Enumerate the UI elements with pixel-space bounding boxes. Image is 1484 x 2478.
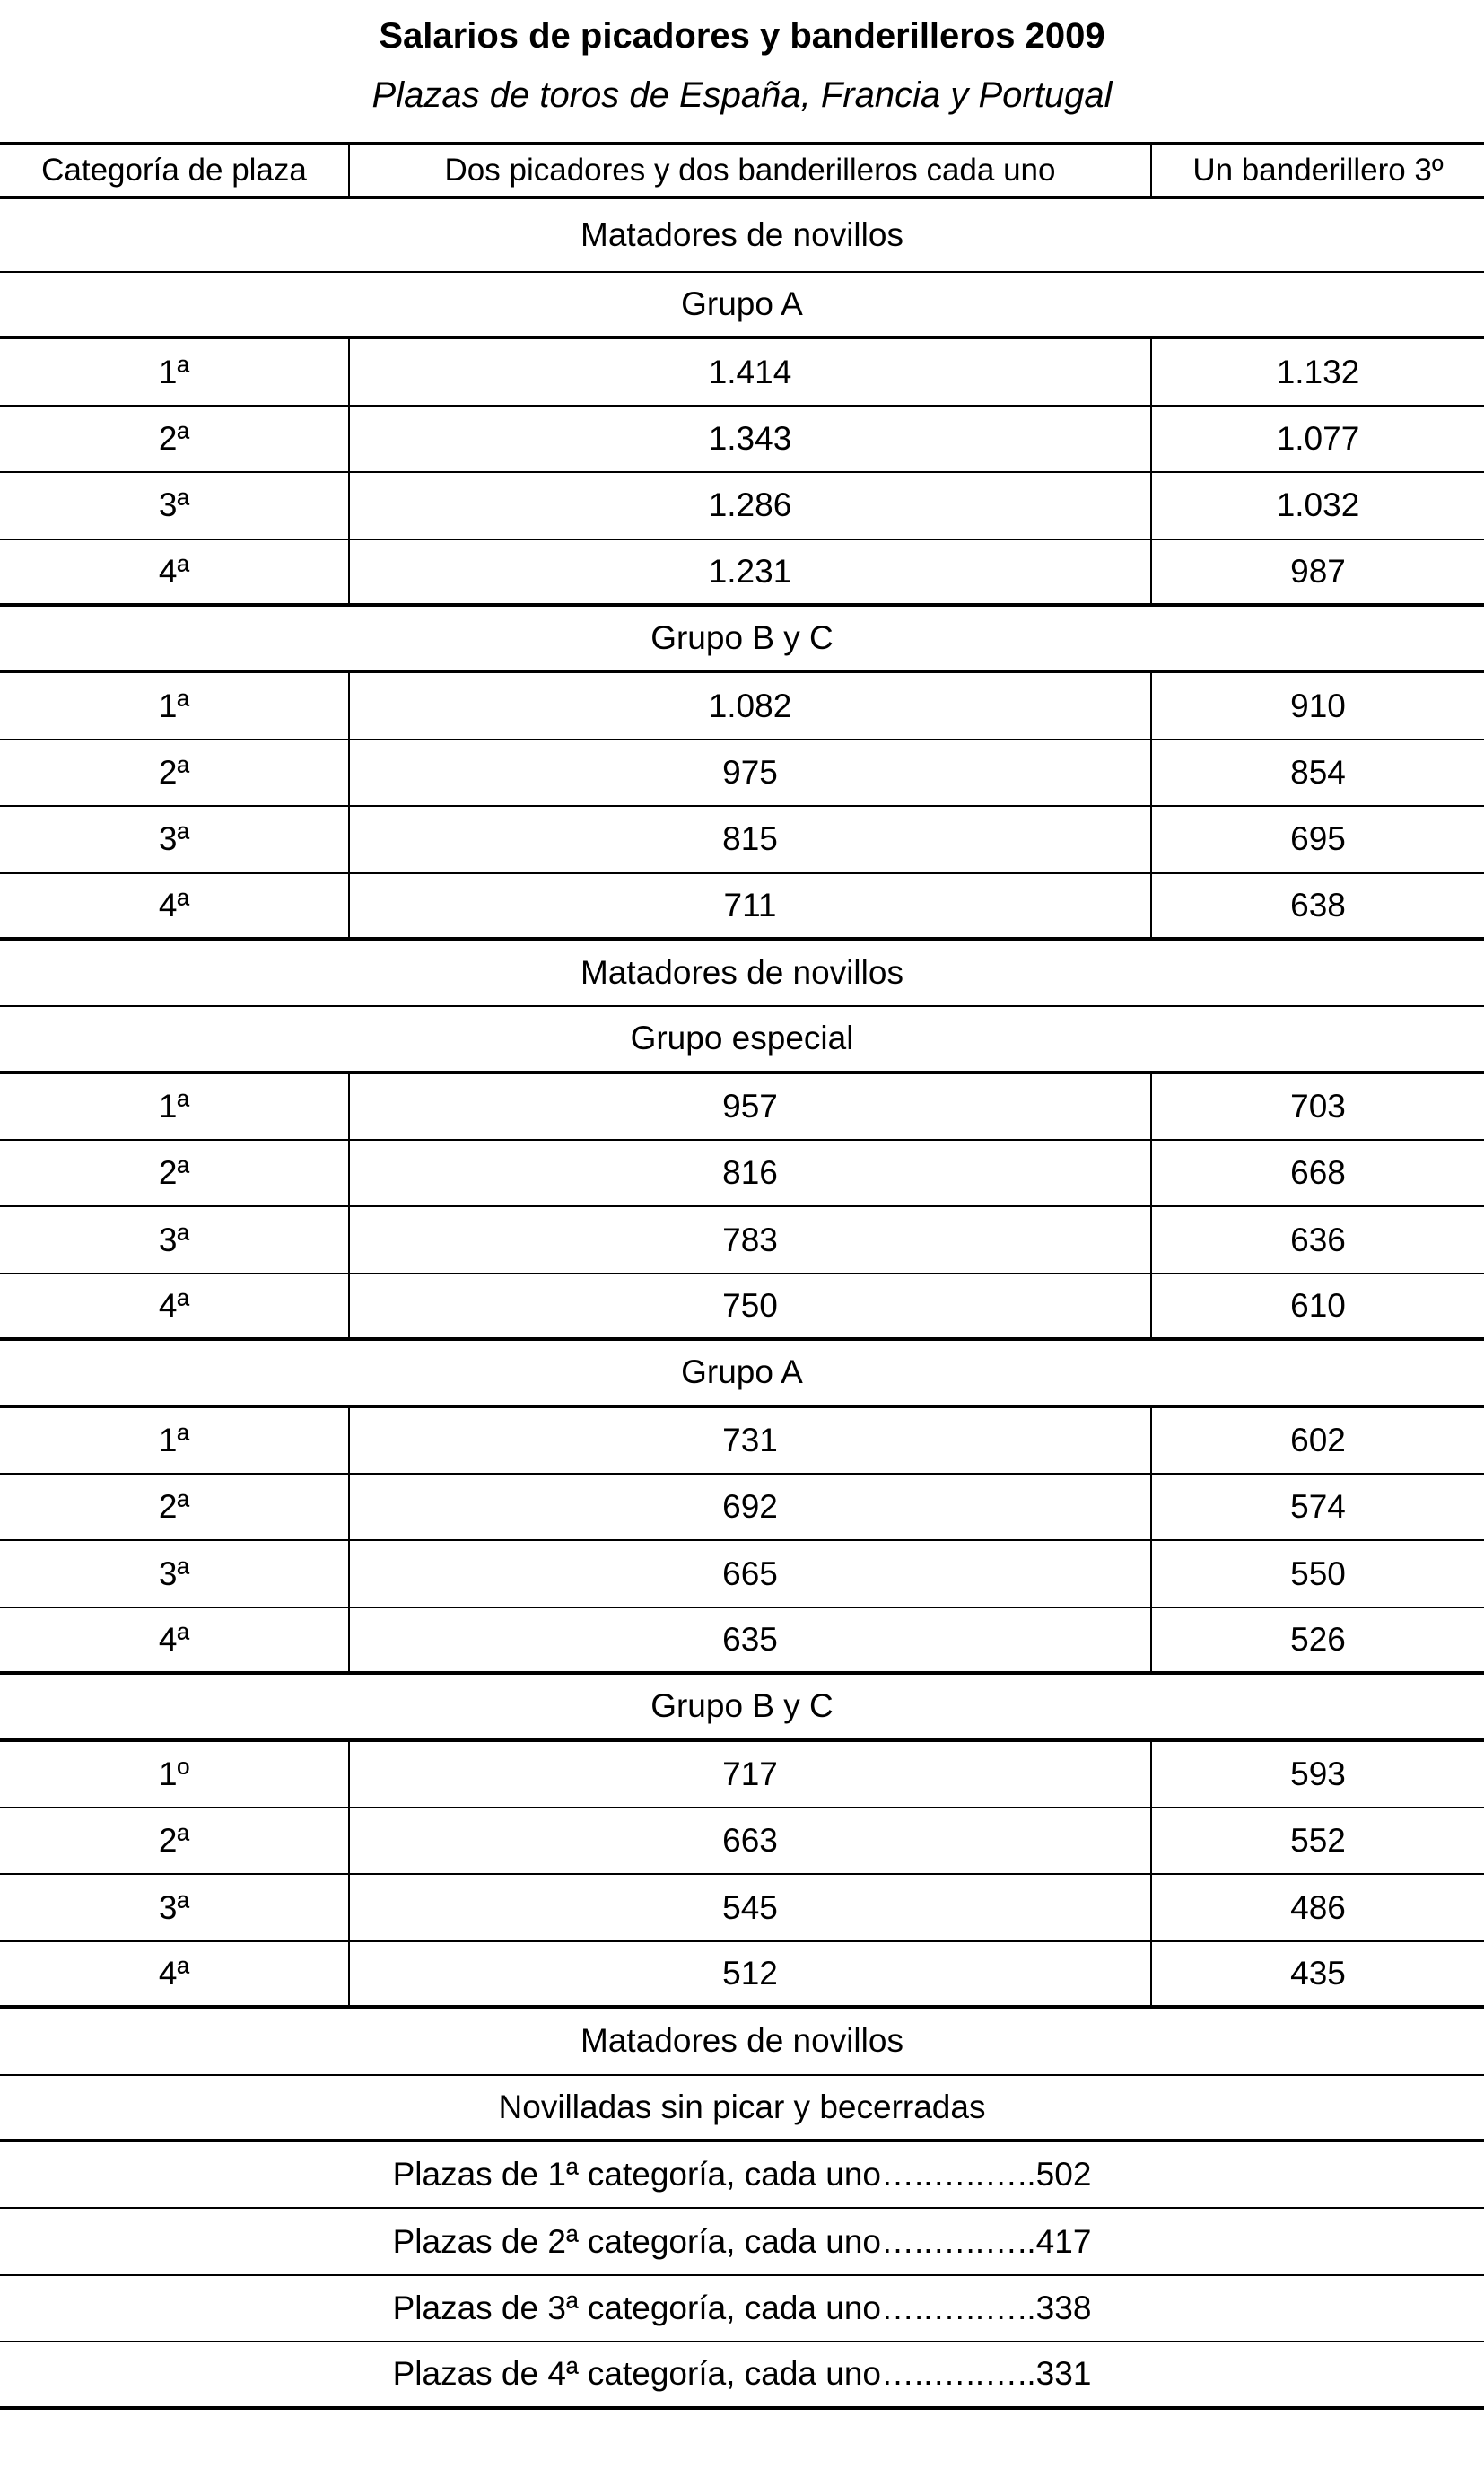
banderillero-tercero-cell: 526 (1290, 1621, 1346, 1658)
banderillero-tercero-cell: 602 (1290, 1421, 1346, 1458)
picadores-banderilleros-cell: 815 (350, 807, 1152, 871)
categoria-cell: 4ª (0, 1274, 350, 1337)
banderillero-tercero-cell: 636 (1290, 1221, 1346, 1258)
summary-text: Plazas de 2ª categoría, cada uno…..…..…..417 (392, 2222, 1092, 2260)
section-header-row (0, 941, 1484, 1007)
categoria-cell: 1ª (0, 1408, 350, 1473)
picadores-banderilleros-cell: 1.231 (350, 540, 1152, 603)
picadores-banderilleros-cell: 717 (350, 1742, 1152, 1807)
banderillero-tercero-cell: 486 (1290, 1888, 1346, 1926)
section-header-row (0, 1007, 1484, 1073)
picadores-banderilleros-cell: 957 (350, 1074, 1152, 1139)
section-header-label: Grupo A (681, 1353, 803, 1391)
table-row (0, 1608, 1484, 1675)
categoria-cell: 4ª (0, 540, 350, 603)
picadores-banderilleros-cell: 750 (350, 1274, 1152, 1337)
summary-text: Plazas de 1ª categoría, cada uno…..…..…..502 (392, 2156, 1092, 2193)
categoria-cell: 3ª (0, 1541, 350, 1606)
categoria-cell: 3ª (0, 473, 350, 538)
summary-text-row (0, 2209, 1484, 2275)
banderillero-tercero-cell: 695 (1290, 820, 1346, 858)
section-header-row (0, 2076, 1484, 2142)
section-header-label: Matadores de novillos (581, 2022, 903, 2060)
banderillero-tercero-cell: 854 (1290, 753, 1346, 791)
banderillero-tercero-cell: 1.077 (1276, 419, 1360, 457)
banderillero-tercero-cell: 1.132 (1276, 353, 1360, 390)
table-row (0, 740, 1484, 807)
picadores-banderilleros-cell: 711 (350, 874, 1152, 937)
categoria-cell: 4ª (0, 874, 350, 937)
picadores-banderilleros-cell: 731 (350, 1408, 1152, 1473)
banderillero-tercero-cell: 1.032 (1276, 486, 1360, 524)
picadores-banderilleros-cell: 816 (350, 1141, 1152, 1205)
section-header-label: Grupo A (681, 285, 803, 323)
section-header-row (0, 2009, 1484, 2075)
categoria-cell: 2ª (0, 1141, 350, 1205)
picadores-banderilleros-cell: 975 (350, 740, 1152, 805)
banderillero-tercero-cell: 668 (1290, 1154, 1346, 1192)
table-row (0, 673, 1484, 740)
banderillero-tercero-cell: 610 (1290, 1287, 1346, 1325)
categoria-cell: 2ª (0, 407, 350, 471)
section-header-label: Grupo B y C (650, 619, 834, 657)
table-row (0, 874, 1484, 941)
salary-table (0, 142, 1484, 2410)
section-header-row (0, 1675, 1484, 1741)
banderillero-tercero-cell: 910 (1290, 687, 1346, 724)
categoria-cell: 1º (0, 1742, 350, 1807)
section-header-label: Matadores de novillos (581, 216, 903, 253)
summary-text-row (0, 2276, 1484, 2342)
table-row (0, 1808, 1484, 1875)
picadores-banderilleros-cell: 692 (350, 1475, 1152, 1539)
summary-text: Plazas de 3ª categoría, cada uno…..…..…..338 (392, 2289, 1092, 2326)
categoria-cell: 3ª (0, 807, 350, 871)
summary-text: Plazas de 4ª categoría, cada uno…..…..…..331 (392, 2355, 1092, 2393)
picadores-banderilleros-cell: 545 (350, 1875, 1152, 1939)
banderillero-tercero-cell: 593 (1290, 1755, 1346, 1792)
summary-text-row (0, 2342, 1484, 2409)
categoria-cell: 1ª (0, 1074, 350, 1139)
table-row (0, 1942, 1484, 2009)
table-row (0, 807, 1484, 873)
categoria-cell: 4ª (0, 1608, 350, 1671)
document-title: Salarios de picadores y banderilleros 2009 (379, 16, 1105, 56)
categoria-cell: 1ª (0, 339, 350, 404)
picadores-banderilleros-cell: 783 (350, 1207, 1152, 1272)
picadores-banderilleros-cell: 1.082 (350, 673, 1152, 738)
banderillero-tercero-cell: 574 (1290, 1488, 1346, 1526)
summary-text-row (0, 2142, 1484, 2209)
column-header-picadores-banderilleros: Dos picadores y dos banderilleros cada uno (350, 145, 1152, 196)
section-header-label: Grupo B y C (650, 1687, 834, 1725)
section-header-row (0, 199, 1484, 273)
table-row (0, 1875, 1484, 1941)
section-header-row (0, 1341, 1484, 1407)
column-header-banderillero-tercero: Un banderillero 3º (1192, 153, 1444, 188)
table-row (0, 1207, 1484, 1274)
categoria-cell: 1ª (0, 673, 350, 738)
table-row (0, 407, 1484, 473)
table-row (0, 339, 1484, 406)
section-header-label: Matadores de novillos (581, 954, 903, 992)
column-header-categoria: Categoría de plaza (0, 145, 350, 196)
banderillero-tercero-cell: 703 (1290, 1087, 1346, 1125)
table-row (0, 1475, 1484, 1541)
picadores-banderilleros-cell: 665 (350, 1541, 1152, 1606)
categoria-cell: 2ª (0, 740, 350, 805)
banderillero-tercero-cell: 435 (1290, 1954, 1346, 1992)
table-row (0, 1141, 1484, 1207)
categoria-cell: 3ª (0, 1875, 350, 1939)
categoria-cell: 3ª (0, 1207, 350, 1272)
picadores-banderilleros-cell: 1.414 (350, 339, 1152, 404)
picadores-banderilleros-cell: 663 (350, 1808, 1152, 1873)
table-header-row (0, 145, 1484, 199)
categoria-cell: 2ª (0, 1808, 350, 1873)
document-subtitle: Plazas de toros de España, Francia y Portugal (371, 75, 1113, 115)
table-row (0, 473, 1484, 539)
table-row (0, 1274, 1484, 1341)
picadores-banderilleros-cell: 635 (350, 1608, 1152, 1671)
banderillero-tercero-cell: 638 (1290, 886, 1346, 924)
section-header-label: Grupo especial (630, 1020, 854, 1057)
table-row (0, 1408, 1484, 1475)
table-row (0, 1541, 1484, 1607)
picadores-banderilleros-cell: 1.343 (350, 407, 1152, 471)
categoria-cell: 4ª (0, 1942, 350, 2005)
table-row (0, 1074, 1484, 1141)
banderillero-tercero-cell: 552 (1290, 1822, 1346, 1860)
table-row (0, 1742, 1484, 1808)
section-header-label: Novilladas sin picar y becerradas (498, 2088, 986, 2125)
section-header-row (0, 273, 1484, 339)
picadores-banderilleros-cell: 512 (350, 1942, 1152, 2005)
section-header-row (0, 607, 1484, 673)
banderillero-tercero-cell: 550 (1290, 1554, 1346, 1592)
picadores-banderilleros-cell: 1.286 (350, 473, 1152, 538)
categoria-cell: 2ª (0, 1475, 350, 1539)
banderillero-tercero-cell: 987 (1290, 552, 1346, 590)
table-row (0, 540, 1484, 607)
